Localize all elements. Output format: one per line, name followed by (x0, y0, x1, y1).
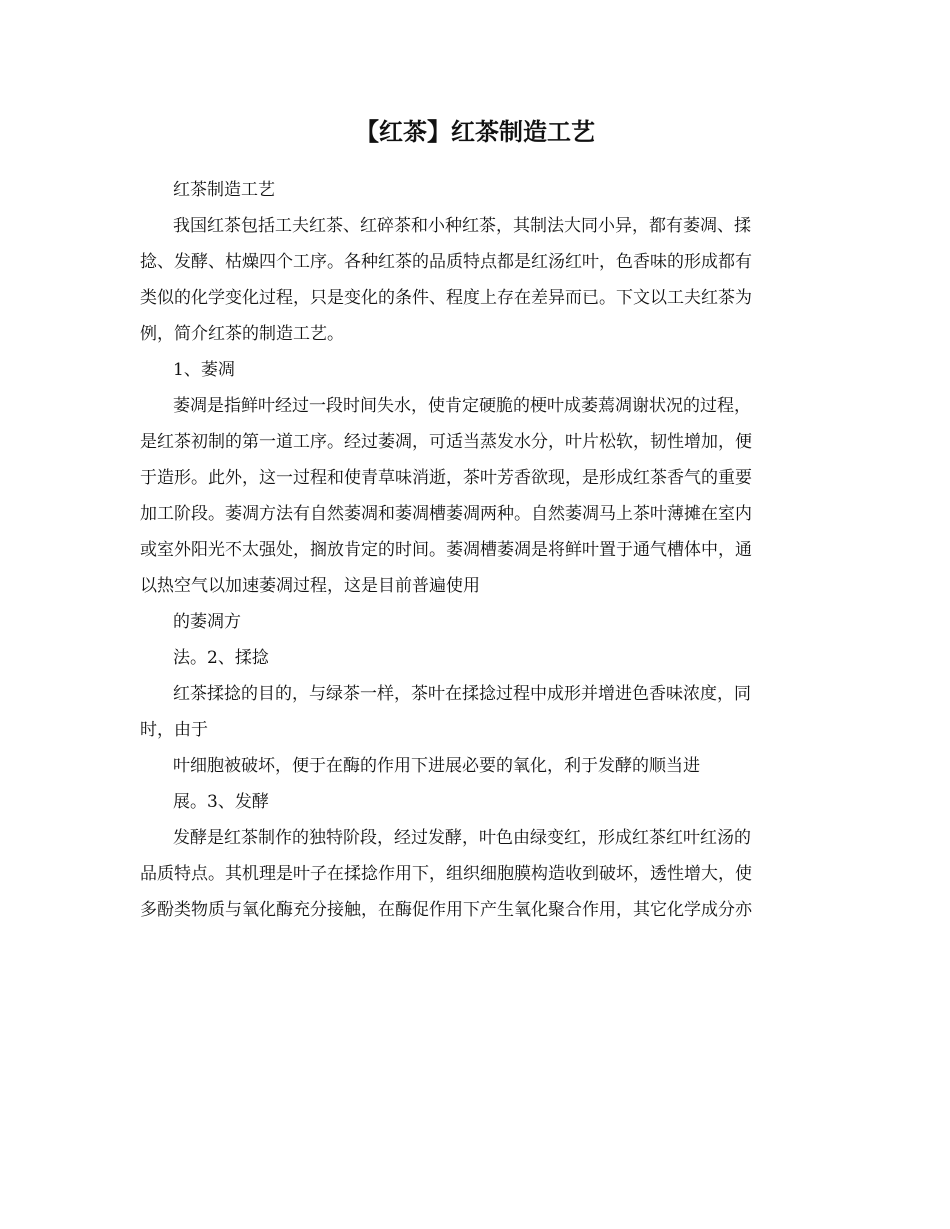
text-line: 例，简介红茶的制造工艺。 (140, 324, 344, 344)
document-title: 【红茶】红茶制造工艺 (355, 117, 595, 146)
text-line: 品质特点。其机理是叶子在揉捻作用下，组织细胞膜构造收到破坏，透性增大，使 (140, 864, 752, 884)
text-line: 捻、发酵、枯燥四个工序。各种红茶的品质特点都是红汤红叶，色香味的形成都有 (140, 252, 752, 272)
text-line: 的萎凋方 (173, 612, 241, 632)
text-line: 发酵是红茶制作的独特阶段，经过发酵，叶色由绿变红，形成红茶红叶红汤的 (173, 828, 751, 848)
paragraph (140, 352, 812, 388)
paragraph (140, 604, 812, 640)
paragraph (140, 676, 812, 748)
text-line: 于造形。此外，这一过程和使青草味消逝，茶叶芳香欲现，是形成红茶香气的重要 (140, 468, 752, 488)
text-line: 类似的化学变化过程，只是变化的条件、程度上存在差异而已。下文以工夫红茶为 (140, 288, 752, 308)
paragraph (140, 172, 812, 208)
paragraph (140, 640, 812, 676)
paragraph (140, 208, 812, 352)
section-heading: 展。3、发酵 (173, 792, 269, 812)
document-body (140, 172, 812, 928)
section-heading: 法。2、揉捻 (173, 648, 269, 668)
text-line: 是红茶初制的第一道工序。经过萎凋，可适当蒸发水分，叶片松软，韧性增加，便 (140, 432, 752, 452)
section-heading: 1、萎凋 (173, 360, 235, 380)
text-line: 叶细胞被破坏，便于在酶的作用下进展必要的氧化，利于发酵的顺当进 (173, 756, 700, 776)
text-line: 以热空气以加速萎凋过程，这是目前普遍使用 (140, 576, 480, 596)
paragraph (140, 388, 812, 604)
text-line: 多酚类物质与氧化酶充分接触，在酶促作用下产生氧化聚合作用，其它化学成分亦 (140, 900, 752, 920)
paragraph (140, 748, 812, 784)
text-line: 加工阶段。萎凋方法有自然萎凋和萎凋槽萎凋两种。自然萎凋马上茶叶薄摊在室内 (140, 504, 752, 524)
paragraph (140, 784, 812, 820)
text-line: 红茶揉捻的目的，与绿茶一样，茶叶在揉捻过程中成形并增进色香味浓度，同 (173, 684, 751, 704)
text-line: 红茶制造工艺 (173, 180, 275, 200)
text-line: 时，由于 (140, 720, 208, 740)
text-line: 萎凋是指鲜叶经过一段时间失水，使肯定硬脆的梗叶成萎蔫凋谢状况的过程， (173, 396, 751, 416)
paragraph (140, 820, 812, 928)
text-line: 或室外阳光不太强处，搁放肯定的时间。萎凋槽萎凋是将鲜叶置于通气槽体中，通 (140, 540, 752, 560)
text-line: 我国红茶包括工夫红茶、红碎茶和小种红茶，其制法大同小异，都有萎凋、揉 (173, 216, 751, 236)
